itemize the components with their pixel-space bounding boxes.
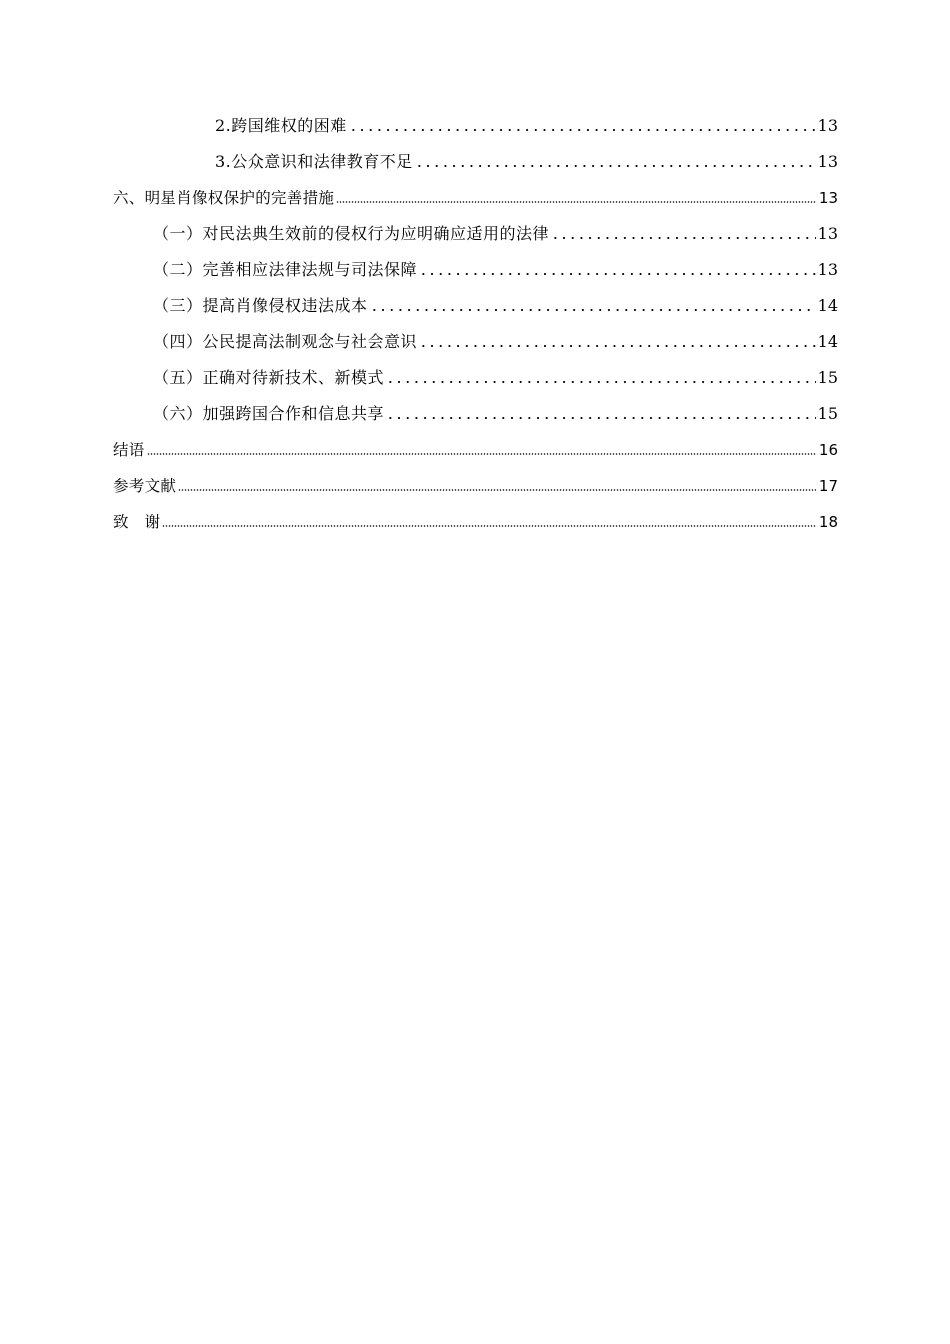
table-of-contents [113, 108, 838, 540]
dot-leader [419, 344, 816, 348]
toc-entry-page-number: 13 [817, 260, 838, 279]
toc-entry-page-number: 13 [817, 116, 838, 135]
toc-entry-page-number: 14 [817, 296, 838, 315]
toc-entry-label: 2.跨国维权的困难 [215, 116, 347, 135]
toc-entry-label: 结语 [113, 441, 145, 459]
toc-entry[interactable] [113, 108, 838, 144]
toc-entry-label: 致 谢 [113, 513, 161, 531]
toc-entry-label: （四）公民提高法制观念与社会意识 [153, 332, 418, 351]
dot-leader [386, 416, 816, 420]
toc-entry[interactable] [113, 468, 838, 504]
toc-entry-page-number: 16 [818, 441, 838, 459]
toc-entry-label: （五）正确对待新技术、新模式 [153, 368, 385, 387]
dot-leader [336, 200, 816, 204]
toc-entry[interactable] [113, 432, 838, 468]
toc-entry-label: （三）提高肖像侵权违法成本 [153, 296, 368, 315]
dot-leader [178, 488, 816, 492]
toc-entry[interactable] [113, 288, 838, 324]
toc-entry-page-number: 18 [818, 513, 838, 531]
dot-leader [551, 236, 816, 240]
toc-entry-page-number: 13 [817, 224, 838, 243]
dot-leader [349, 128, 816, 132]
toc-entry-page-number: 13 [817, 152, 838, 171]
toc-entry-label: （二）完善相应法律法规与司法保障 [153, 260, 418, 279]
toc-entry[interactable] [113, 144, 838, 180]
dot-leader [419, 272, 816, 276]
toc-entry-label: （一）对民法典生效前的侵权行为应明确应适用的法律 [153, 224, 550, 243]
dot-leader [370, 308, 816, 312]
toc-entry[interactable] [113, 216, 838, 252]
toc-entry-page-number: 17 [818, 477, 838, 495]
toc-entry-page-number: 13 [818, 189, 838, 207]
dot-leader [162, 524, 816, 528]
toc-entry-page-number: 15 [817, 404, 838, 423]
dot-leader [147, 452, 816, 456]
toc-entry[interactable] [113, 324, 838, 360]
dot-leader [386, 380, 816, 384]
toc-entry-page-number: 14 [817, 332, 838, 351]
dot-leader [415, 164, 816, 168]
toc-entry[interactable] [113, 504, 838, 540]
toc-entry-label: 3.公众意识和法律教育不足 [215, 152, 413, 171]
toc-entry[interactable] [113, 180, 838, 216]
toc-entry-page-number: 15 [817, 368, 838, 387]
toc-entry[interactable] [113, 396, 838, 432]
toc-entry-label: 六、明星肖像权保护的完善措施 [113, 189, 335, 207]
toc-entry[interactable] [113, 252, 838, 288]
toc-entry[interactable] [113, 360, 838, 396]
toc-entry-label: 参考文献 [113, 477, 177, 495]
toc-entry-label: （六）加强跨国合作和信息共享 [153, 404, 385, 423]
